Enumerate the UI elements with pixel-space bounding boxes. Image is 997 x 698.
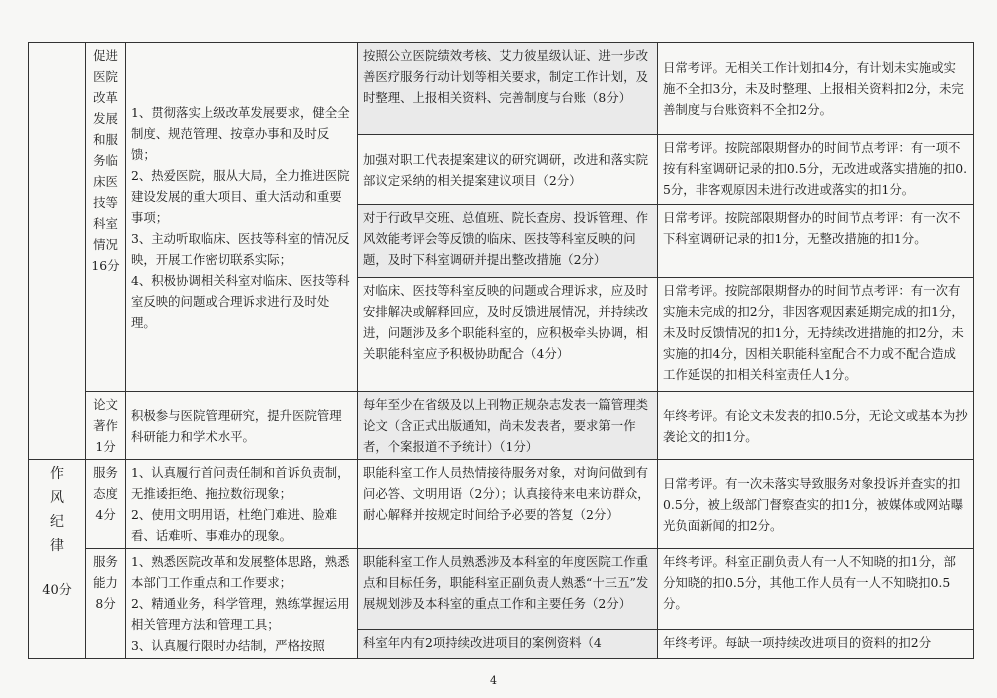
reform-requirements: 1、贯彻落实上级改革发展要求，健全全制度、规范管理、按章办事和及时反馈； 2、热爱医院，服从大局，全力推进医院建设发展的重大项目、重大活动和重要事项； 3、主动听取临床、医技等科室的情况反映，开展工作密切联系实际； 4、积极协调相关科室对临床、医技等科室反映的问题或合理诉求进行及时处理。 xyxy=(126,43,358,392)
ability-method-1: 年终考评。科室正副负责人有一人不知晓的扣1分，部分知晓的扣0.5分，其他工作人员有一人不知晓扣0.5分。 xyxy=(658,549,974,630)
table-row xyxy=(29,549,974,630)
page-number: 4 xyxy=(490,674,497,687)
paper-standard: 每年至少在省级及以上刊物正规杂志发表一篇管理类论文（含正式出版通知，尚未发表者，要求第一作者，个案报道不予统计）（1分） xyxy=(358,392,658,460)
attitude-requirement: 1、认真履行首问责任制和首诉负责制，无推诿拒绝、拖拉数衍现象； 2、使用文明用语，杜绝门难进、脸难看、话难听、事难办的现象。 xyxy=(126,460,358,549)
style-category-label: 作风纪律 xyxy=(50,466,64,554)
attitude-method: 日常考评。有一次未落实导致服务对象投诉并查实的扣0.5分，被上级部门督察查实的扣1分，被媒体或网站曝光负面新闻的扣2分。 xyxy=(658,460,974,549)
style-category-score: 40分 xyxy=(42,583,72,598)
paper-item-cell: 论文著作1分 xyxy=(86,392,126,460)
ability-item-cell: 服务能力8分 xyxy=(86,549,126,659)
category-cell-empty xyxy=(29,43,86,460)
paper-method: 年终考评。有论文未发表的扣0.5分，无论文或基本为抄袭论文的扣1分。 xyxy=(658,392,974,460)
table-row xyxy=(29,392,974,460)
table-row xyxy=(29,460,974,549)
reform-standard-4: 对临床、医技等科室反映的问题或合理诉求，应及时安排解决或解释回应，及时反馈进展情况，并持续改进，问题涉及多个职能科室的，应积极牵头协调，相关职能科室应予积极协助配合（4分） xyxy=(358,278,658,392)
attitude-item-cell: 服务态度4分 xyxy=(86,460,126,549)
reform-standard-3: 对于行政早交班、总值班、院长查房、投诉管理、作风效能考评会等反馈的临床、医技等科室反映的问题，及时下科室调研并提出整改措施（2分） xyxy=(358,205,658,278)
ability-standard-2: 科室年内有2项持续改进项目的案例资料（4 xyxy=(358,630,658,659)
reform-method-4: 日常考评。按院部限期督办的时间节点考评：有一次有实施未完成的扣2分，非因客观因素延期完成的扣1分，未及时反馈情况的扣1分，无持续改进措施的扣2分，未实施的扣4分，因相关职能科室配合不力或不配合造成工作延误的扣相关科室责任人1分。 xyxy=(658,278,974,392)
reform-method-3: 日常考评。按院部限期督办的时间节点考评：有一次不下科室调研记录的扣1分，无整改措施的扣1分。 xyxy=(658,205,974,278)
ability-standard-1: 职能科室工作人员熟悉涉及本科室的年度医院工作重点和目标任务，职能科室正副负责人熟悉“十三五”发展规划涉及本科室的重点工作和主要任务（2分） xyxy=(358,549,658,630)
attitude-standard: 职能科室工作人员热情接待服务对象，对询问做到有问必答、文明用语（2分）；认真接待来电来访群众，耐心解释并按规定时间给予必要的答复（2分） xyxy=(358,460,658,549)
reform-item-cell: 促进医院改革发展和服务临床医技等科室情况16分 xyxy=(86,43,126,392)
ability-requirement: 1、熟悉医院改革和发展整体思路，熟悉本部门工作重点和工作要求； 2、精通业务，科学管理，熟练掌握运用相关管理方法和管理工具； 3、认真履行限时办结制，严格按照 xyxy=(126,549,358,659)
reform-method-2: 日常考评。按院部限期督办的时间节点考评：有一项不按有科室调研记录的扣0.5分，无改进或落实措施的扣0.5分，非客观原因未进行改进或落实的扣1分。 xyxy=(658,135,974,205)
style-category-cell xyxy=(29,460,86,659)
reform-standard-2: 加强对职工代表提案建议的研究调研，改进和落实院部议定采纳的相关提案建议项目（2分） xyxy=(358,135,658,205)
reform-method-1: 日常考评。无相关工作计划扣4分，有计划未实施或实施不全扣3分，未及时整理、上报相关资料扣2分，未完善制度与台账资料不全扣2分。 xyxy=(658,43,974,135)
reform-standard-1: 按照公立医院绩效考核、艾力彼星级认证、进一步改善医疗服务行动计划等相关要求，制定工作计划，及时整理、上报相关资料、完善制度与台账（8分） xyxy=(358,43,658,135)
assessment-table xyxy=(28,42,974,659)
ability-method-2: 年终考评。每缺一项持续改进项目的资料的扣2分 xyxy=(658,630,974,659)
table-row xyxy=(29,43,974,135)
paper-requirement: 积极参与医院管理研究，提升医院管理科研能力和学术水平。 xyxy=(126,392,358,460)
